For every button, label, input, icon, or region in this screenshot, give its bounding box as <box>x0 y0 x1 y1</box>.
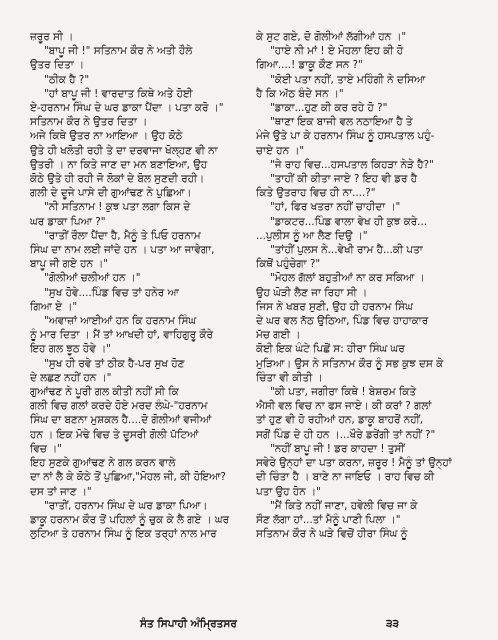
text-line: ਸਿੰਘ ਦਾ ਨਾਮ ਲਈ ਜਾਂਦੇ ਹਨ । ਪਤਾ ਆ ਜਾਵੇਗਾ, <box>30 244 215 257</box>
text-line: "ਮੈਂ ਕਿਤੇ ਨਹੀਂ ਜਾਣਾ, ਹਵੇਲੀ ਵਿਚ ਜਾ ਕੇ <box>270 499 418 512</box>
page-footer <box>0 618 498 634</box>
text-line: ਅਜੇ ਕਿਥੇ ਉਤਰ ਨਾ ਆਇਆ । ਉਹ ਕੋਠੇ <box>30 130 183 143</box>
text-line: ਵਿਚ ।" <box>30 442 62 455</box>
text-line: ਏ-ਹਰਨਾਮ ਸਿੰਘ ਦੇ ਘਰ ਡਾਕਾ ਪੈਂਦਾ । ਪਤਾ ਕਰੋ ।" <box>30 102 224 115</box>
text-line: ਕੋਠੇ ਉਤੇ ਹੀ ਰਹੀ ਜੋ ਲੋਕਾਂ ਦੇ ਬੋਲ ਸੁਣਦੀ ਰਹੀ। <box>30 173 205 186</box>
text-line: ਉਹ ਘੋੜੀ ਲੈਣ ਜਾ ਰਿਹਾ ਸੀ । <box>256 286 368 299</box>
text-line: ਮੁੜਿਆ। ਉਸ ਨੇ ਸਤਿਨਾਮ ਕੌਰ ਨੂੰ ਸਭ ਕੁਝ ਦਸ ਕੇ <box>256 357 444 370</box>
text-line: ਮੱਚ ਗਈ । <box>256 329 301 342</box>
text-line: ਉਤੇ ਹੀ ਖਲੋਤੀ ਰਹੀ ਤੇ ਦਾ ਦਰਵਾਜਾ ਖੋਲ੍ਹਣ ਵੀ ਨਾ <box>30 144 218 157</box>
text-line: ਦੇ ਘਰ ਵਲ ਨੱਠ ਉਠਿਆ, ਪਿੰਡ ਵਿਚ ਹਾਹਾਕਾਰ <box>256 315 429 328</box>
text-line: "ਬਾਪੂ ਜੀ !" ਸਤਿਨਾਮ ਕੌਰ ਨੇ ਅਤੀ ਹੌਲੇ <box>44 45 193 58</box>
text-line: "ਨਹੀਂ ਬਾਪੂ ਜੀ ! ਡਰ ਕਾਹਦਾ ! ਤੁਸੀਂ <box>270 442 405 455</box>
text-line: "ਸੁਖ ਹੀ ਰਵੇ ਤਾਂ ਠੀਕ ਹੈ-ਪਰ ਸੁਖ ਹੋਣ <box>44 357 185 370</box>
text-line: "ਰਾਤੀਂ, ਹਰਨਾਮ ਸਿੰਘ ਦੇ ਘਰ ਡਾਕਾ ਪਿਆ। <box>44 499 208 512</box>
text-line: ਲੁਟਿਆ ਤੇ ਹਰਨਾਮ ਸਿੰਘ ਨੂੰ ਇਕ ਤਰ੍ਹਾਂ ਨਾਲ ਮਾਰ <box>30 528 217 541</box>
text-line: ਸੌਣ ਲੱਗਾ ਹਾਂ...ਤਾਂ ਮੈਨੂੰ ਪਾਣੀ ਪਿਲਾ ।" <box>256 513 401 526</box>
text-line: "ਕੋਈ ਪਤਾ ਨਹੀਂ, ਤਾਏ ਮਹਿੰਗੀ ਨੇ ਦਸਿਆ <box>270 73 426 86</box>
text-line: ਗਲੀ ਦੇ ਦੂਜੇ ਪਾਸੇ ਦੀ ਗੁਆਂਢਣ ਨੇ ਪੁਛਿਆ। <box>30 187 192 200</box>
right-text-column <box>256 30 468 541</box>
text-line: "ਸੁਖ ਹੋਵੇ....ਪਿੰਡ ਵਿਚ ਤਾਂ ਹਨੇਰ ਆ <box>44 286 179 299</box>
text-line: ਦੀ ਚਿੰਤਾ ਹੈ । ਬਾਣੇ ਨਾ ਜਾਇਓ । ਰਾਹ ਵਿਚ ਕੀ <box>256 471 435 484</box>
text-line: ਗੁਆਂਢਣ ਨੇ ਪੂਰੀ ਗਲ ਕੀਤੀ ਨਹੀਂ ਸੀ ਕਿ <box>30 386 179 399</box>
text-line: ਮੰਜੇ ਉਤੇ ਪਾ ਕੇ ਹਰਨਾਮ ਸਿੰਘ ਨੂੰ ਹਸਪਤਾਲ ਪਹੁੰ- <box>256 130 435 143</box>
text-line: "ਹਾਂ ਬਾਪੂ ਜੀ ! ਵਾਰਦਾਤ ਕਿਥੇ ਅਤੇ ਹੋਈ <box>44 87 193 100</box>
text-line: ਇਹ ਸੁਣਕੇ ਗੁਆਂਢਣ ਨੇ ਗਲ ਕਰਨ ਵਾਲੇ <box>30 457 176 470</box>
text-line: "ਰਾਤੀਂ ਰੌਲਾ ਪੈਂਦਾ ਹੈ, ਮੈਨੂੰ ਤੇ ਪਿਓ ਹਰਨਾਮ <box>44 229 201 242</box>
text-line: ਕਿਤੇ ਉਤਰਾਹ ਵਿਚ ਹੀ ਨਾ....?" <box>256 187 376 200</box>
text-line: "ਨੀ ਸਤਿਨਾਮ ! ਕੁਝ ਪਤਾ ਲਗਾ ਕਿਸ ਦੇ <box>44 201 191 214</box>
text-line: "ਜੇ ਰਾਹ ਵਿਚ...ਹਸਪਤਾਲ ਕਿਹੜਾ ਨੇੜੇ ਹੈ?" <box>270 158 434 171</box>
text-line: "ਥਾਣਾ ਇਕ ਬਾਜੀ ਵਲ ਨਠਾਇਆ ਹੈ ਤੇ <box>270 116 413 129</box>
text-line: "ਤਾਹੀਂ ਕੀ ਕੀਤਾ ਜਾਏ ? ਇਹ ਵੀ ਡਰ ਹੈ <box>270 173 418 186</box>
text-line: ਗਲੀ ਵਿਚ ਗਲਾਂ ਕਰਦੇ ਹੋਏ ਮਰਦ ਲੰਘੇ-"ਹਰਨਾਮ <box>30 400 208 413</box>
text-line: ...ਪੁਲੀਸ ਨੂੰ ਆ ਲੈਣ ਦਿਉ ।" <box>256 229 368 242</box>
text-line: ਉਤਰੀ । ਨਾ ਕਿਤੇ ਜਾਣ ਦਾ ਮਨ ਬਣਾਇਆ, ਉਹ <box>30 158 208 171</box>
text-line: ਚਾਏ ਹਨ ।" <box>256 144 305 157</box>
text-line: ਸਤਿਨਾਮ ਕੌਰ ਨੇ ਘੜੇ ਵਿਚੋਂ ਹੀਰਾ ਸਿੰਘ ਨੂੰ <box>256 528 408 541</box>
text-line: ਕੇ ਸੁਟ ਗਏ, ਦੋ ਗੋਲੀਆਂ ਲੱਗੀਆਂ ਹਨ ।" <box>256 31 407 43</box>
text-line: ਦਾ ਨਾਂ ਲੈ ਕੇ ਕੋਠੇ ਤੋਂ ਪੁਛਿਆ,"ਮੋਹਲ ਜੀ, ਕੀ ਹੋਇਆ? <box>30 471 226 484</box>
text-line: "ਤਾਂਹੀਂ ਪੁਲਸ ਨੇ...ਵੇਖੀ ਰਾਮ ਹੈ...ਕੀ ਪਤਾ <box>270 244 423 257</box>
text-line: "ਠੀਕ ਹੈ ?" <box>44 73 90 86</box>
text-line: ਦਸ ਤਾਂ ਜਾਣ ।" <box>30 485 92 498</box>
text-line: ਬਾਪੂ ਜੀ ਗਏ ਹਨ ।" <box>30 258 109 271</box>
text-line: ਉਤਰ ਦਿਤਾ । <box>30 59 85 72</box>
text-line: ਐਸੀ ਵਲ ਵਿਚ ਨਾ ਫਸ ਜਾਏ। ਕੀ ਕਰਾਂ ? ਗਲਾਂ <box>256 400 432 413</box>
text-line: ਹਨ । ਇਕ ਮੋਢੇ ਵਿਚ ਤੇ ਦੂਸਰੀ ਗੋਲੀ ਪੱਟਿਆਂ <box>30 428 199 441</box>
text-line: ਨੂੰ ਮਾਰ ਦਿਤਾ । ਮੈਂ ਤਾਂ ਆਖਦੀ ਹਾਂ, ਵਾਹਿਗੁਰੂ ਕੌਰੇ <box>30 329 213 342</box>
text-line: ਸਗੋਂ ਪਿੰਡ ਦੇ ਹੀ ਹਨ ।...ਖੌਰੇ ਡਰੇਂਗੀ ਤਾਂ ਨਹੀਂ ?" <box>256 428 436 441</box>
text-line: "ਹਾਏ ਨੀ ਮਾਂ ! ਏ ਮੋਹਲਾ ਇਹ ਕੀ ਹੋ <box>270 45 404 58</box>
text-line: "ਅਵਾਜ਼ਾਂ ਆਈਆਂ ਹਨ ਕਿ ਹਰਨਾਮ ਸਿੰਘ <box>44 315 197 328</box>
text-line: "ਗੋਲੀਆਂ ਚਲੀਆਂ ਹਨ ।" <box>44 272 141 285</box>
text-line: ਡਾਕੂ ਹਰਨਾਮ ਕੌਰ ਤੋਂ ਪਹਿਲਾਂ ਨੂੰ ਚੁਕ ਕੇ ਲੈ ਗਏ । ਘਰ <box>30 513 230 526</box>
text-line: ਇਹ ਗਲ ਝੂਠ ਹੋਵੇ ।" <box>30 343 111 356</box>
text-line: ਦੇ ਲਛਣ ਨਹੀਂ ਹਨ ।" <box>30 371 112 384</box>
text-line: ਸਤਿਨਾਮ ਕੌਰ ਨੇ ਉਤਰ ਦਿਤਾ । <box>30 116 148 129</box>
text-line: ਗਿਆ....! ਡਾਕੂ ਕੌਣ ਸਨ ?" <box>256 59 363 72</box>
text-line: ਚਿੰਤਾ ਵੀ ਕੀਤੀ । <box>256 371 323 384</box>
text-line: "ਕੀ ਪਤਾ, ਜਗੀਰਾ ਕਿਥੇ ! ਬੇਸ਼ਰਮ ਕਿਤੇ <box>270 386 416 399</box>
text-line: ਪਤਾ ਉਹ ਹੋਨ ।" <box>256 485 321 498</box>
text-line: "ਹਾਂ, ਫਿਰ ਖਤਰਾ ਨਹੀਂ ਚਾਹੀਦਾ ।" <box>270 201 401 214</box>
text-line: ਤਾਂ ਹੁਣ ਵੀ ਹੋ ਰਹੀਆਂ ਹਨ, ਡਾਕੂ ਬਾਹਰੋਂ ਨਹੀਂ, <box>256 414 424 427</box>
page-number: ੩੩ <box>386 618 400 630</box>
text-line: ਕਿਥੋਂ ਪਹੁੰਚੇਗਾ ?" <box>256 258 321 271</box>
text-line: ਕੋਈ ਇਕ ਘੰਟੇ ਪਿਛੋਂ ਸ: ਹੀਰਾ ਸਿੰਘ ਘਰ <box>256 343 405 356</box>
magazine-credit: ਸੰਤ ਸਿਪਾਹੀ ਅੰਮ੍ਰਿਤਸਰ <box>140 618 237 630</box>
text-line: ਸਵੇਰੇ ਉਨ੍ਹਾਂ ਦਾ ਪਤਾ ਕਰਨਾ, ਜ਼ਰੂਰ ! ਮੈਨੂੰ ਤਾਂ ਉਨ੍ਹਾਂ <box>256 457 452 470</box>
text-line: ਹੈ ਕਿ ਅੱਠ ਬੰਦੇ ਸਨ ।" <box>256 87 344 100</box>
text-line: ਸਿੰਘ ਦਾ ਬਣਨਾ ਮੁਸ਼ਕਲ ਹੈ....ਦੋ ਗੋਲੀਆਂ ਵਜੀਆਂ <box>30 414 212 427</box>
text-line: "ਡਾਕਟਰ...ਪਿੰਡ ਵਾਲਾ ਵੇਖ ਹੀ ਕੁਝ ਕਰੇ... <box>270 215 428 228</box>
text-line: ਜ਼ਰੂਰ ਸੀ । <box>30 31 74 43</box>
text-line: ਜਿਸ ਨੇ ਖਬਰ ਸੁਣੀ, ਉਹ ਹੀ ਹਰਨਾਮ ਸਿੰਘ <box>256 300 413 313</box>
left-text-column <box>30 30 236 541</box>
text-line: ਘਰ ਡਾਕਾ ਪਿਆ ?" <box>30 215 106 228</box>
text-line: "ਡਾਕਾ...ਹੁਣ ਕੀ ਕਰ ਰਹੇ ਹੋ ?" <box>270 102 388 115</box>
text-line: ਗਿਆ ਏ ।" <box>30 300 78 313</box>
text-line: "ਮੋਹਲ ਗੱਲਾਂ ਬਹੁਤੀਆਂ ਨਾ ਕਰ ਸਕਿਆ । <box>270 272 425 285</box>
